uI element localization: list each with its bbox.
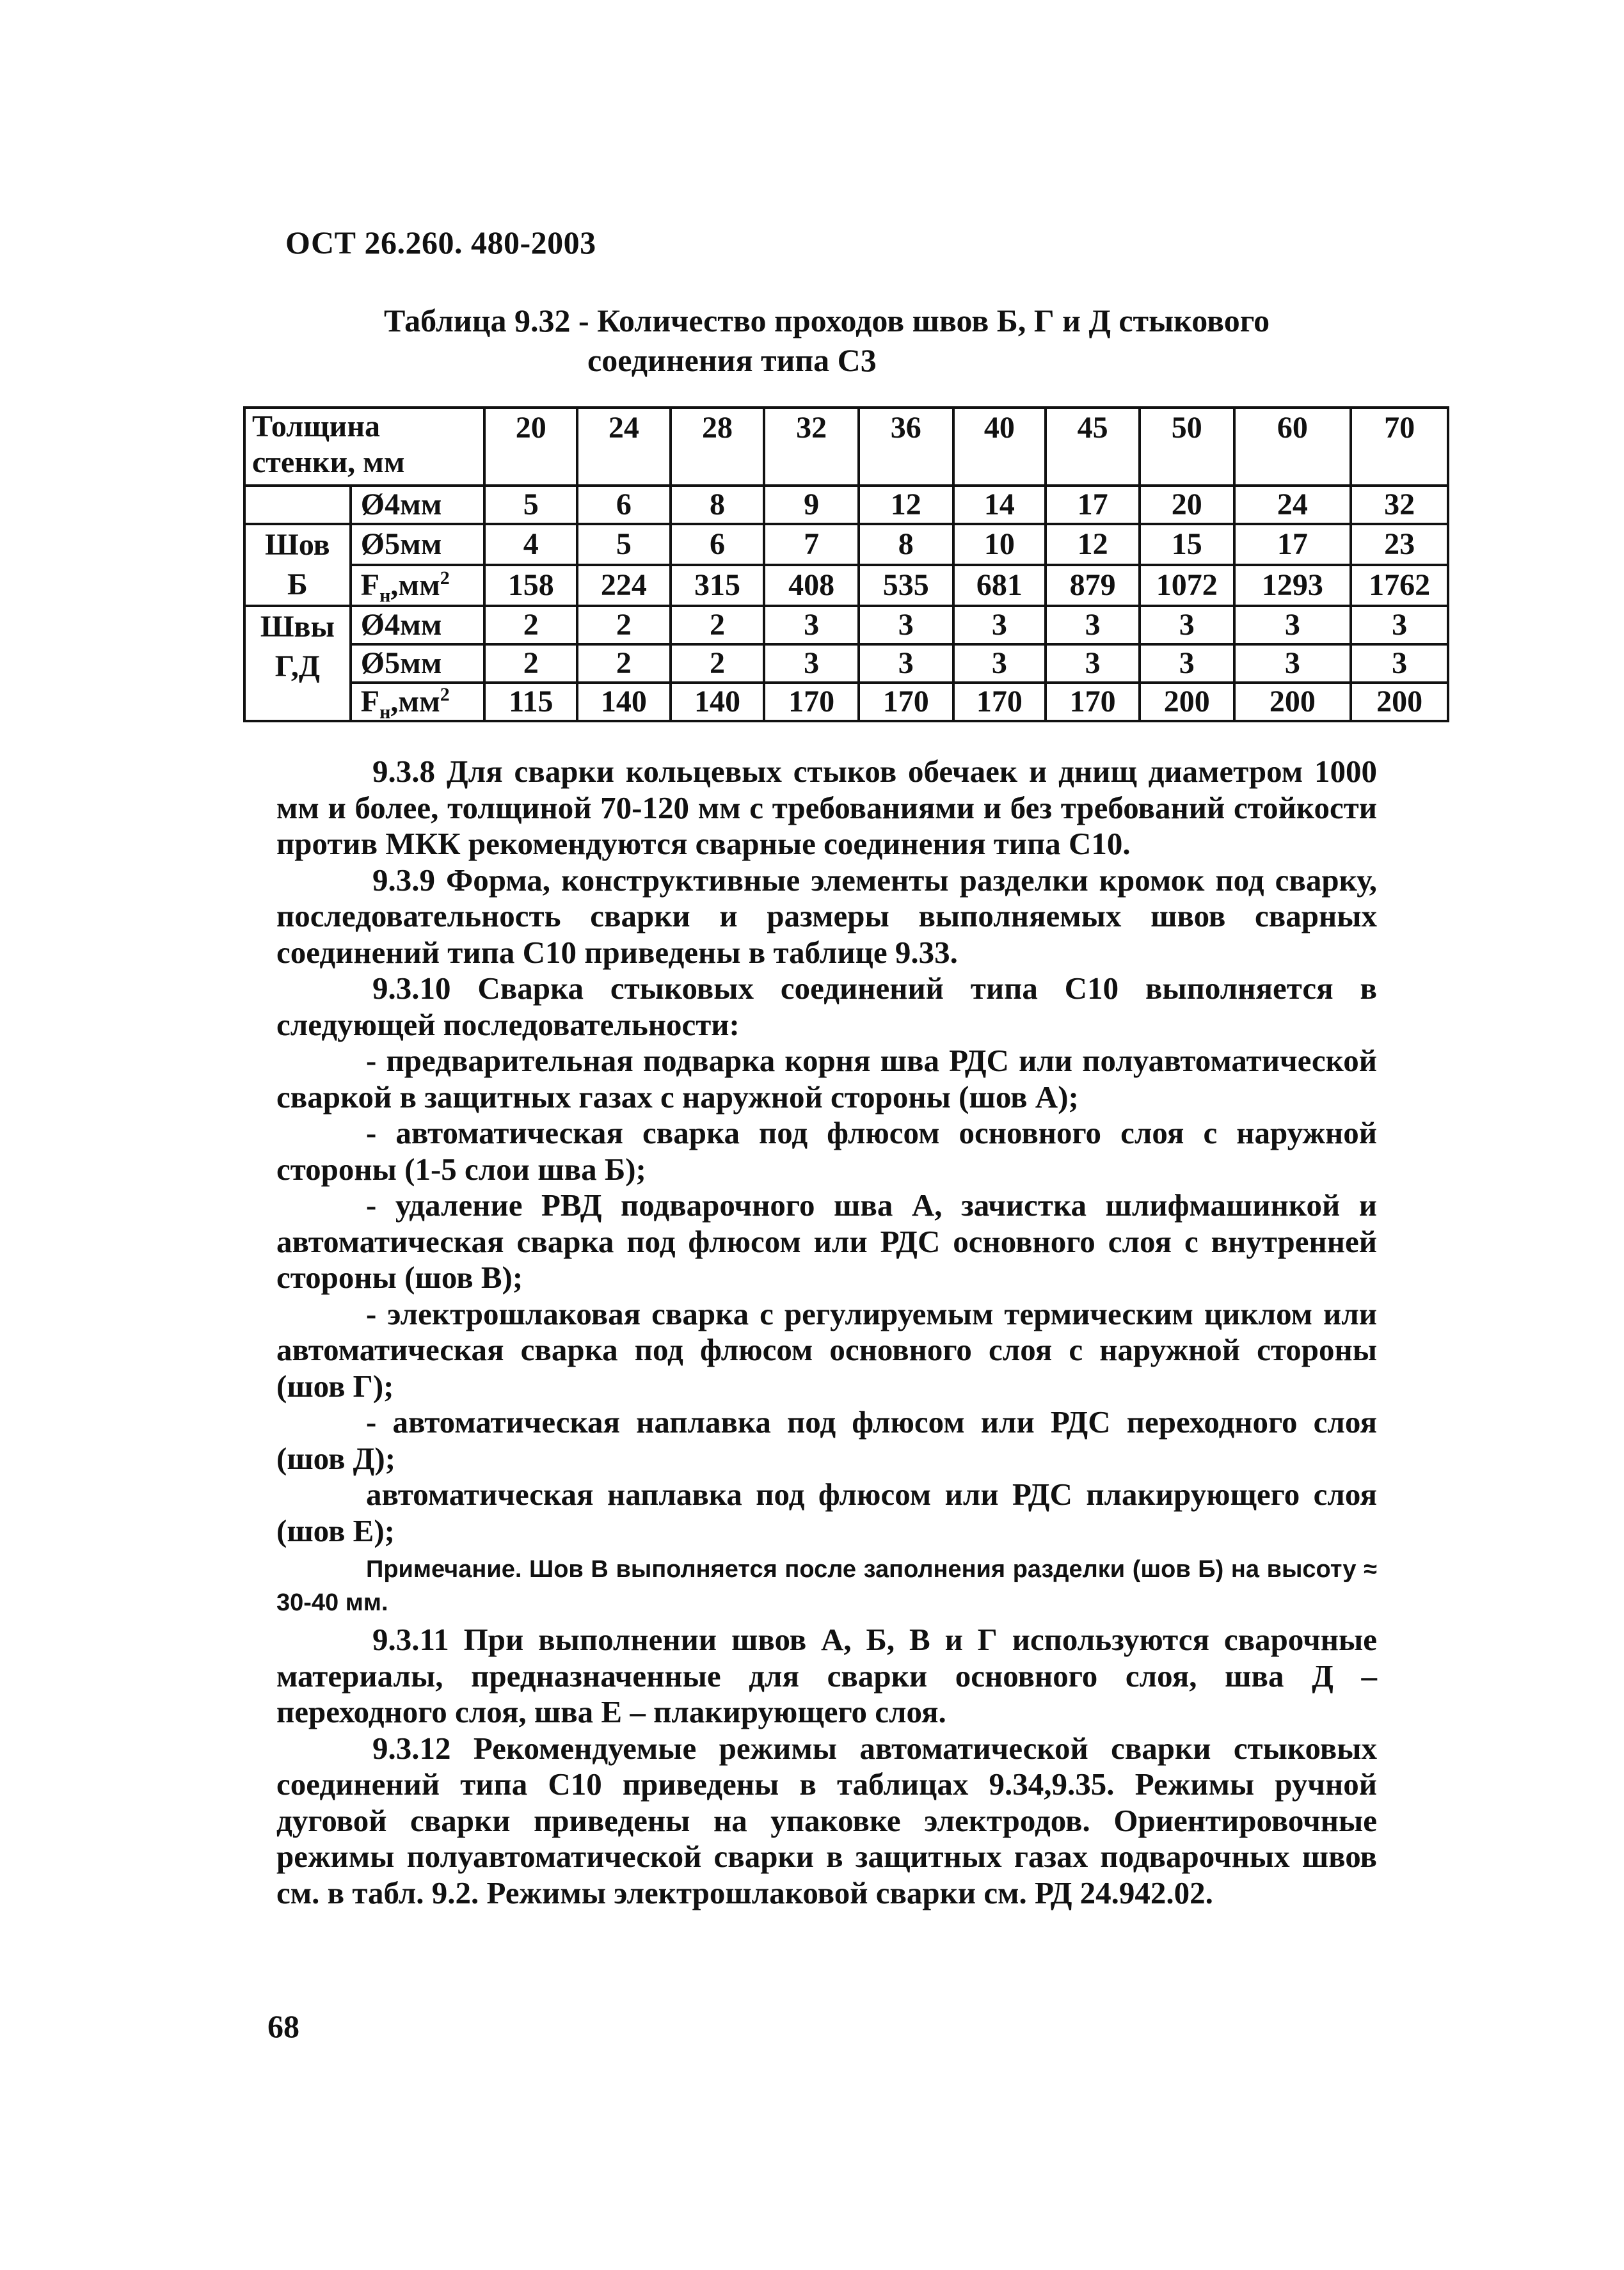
table-cell: 8 — [671, 486, 765, 524]
list-item: - удаление РВД подварочного шва А, зачистка шлифмашинкой и автоматическая сварка под флюсом или РДС основного слоя с внутренней стороны (шов В); — [276, 1187, 1377, 1295]
table-cell: 1072 — [1140, 565, 1234, 606]
table-cell: 879 — [1046, 565, 1140, 606]
paragraph-9-3-8: 9.3.8 Для сварки кольцевых стыков обечаек и днищ диаметром 1000 мм и более, толщиной 70-120 мм с требованиями и без требований стойкости против МКК рекомендуются сварные соединения типа С10. — [276, 754, 1377, 861]
col-header: 32 — [764, 408, 859, 486]
col-header: 40 — [953, 408, 1046, 486]
group-label-b — [244, 524, 351, 606]
row-label: Ø5мм — [351, 524, 485, 565]
table-cell: 5 — [577, 524, 671, 565]
table-caption — [384, 301, 1344, 380]
table-cell: 200 — [1234, 683, 1351, 721]
table-cell: 17 — [1046, 486, 1140, 524]
table-cell: 3 — [1046, 644, 1140, 683]
table-cell: 3 — [1140, 644, 1234, 683]
table-row — [244, 644, 1448, 683]
col-header: 70 — [1351, 408, 1448, 486]
thickness-header-line-2: стенки, мм — [252, 445, 405, 479]
table-caption-line-2: соединения типа С3 — [587, 342, 877, 378]
table-cell: 2 — [484, 606, 577, 644]
table-cell: 6 — [671, 524, 765, 565]
table-cell: 140 — [577, 683, 671, 721]
paragraph-9-3-10: 9.3.10 Сварка стыковых соединений типа С10 выполняется в следующей последовательности: — [276, 971, 1377, 1042]
table-cell: 3 — [953, 644, 1046, 683]
table-cell: 2 — [671, 644, 765, 683]
table-row — [244, 486, 1448, 524]
col-header: 45 — [1046, 408, 1140, 486]
table-cell: 4 — [484, 524, 577, 565]
table-row — [244, 606, 1448, 644]
col-header: 60 — [1234, 408, 1351, 486]
table-cell: 535 — [859, 565, 953, 606]
table-cell: 2 — [484, 644, 577, 683]
table-cell: 170 — [1046, 683, 1140, 721]
table-cell: 3 — [1046, 606, 1140, 644]
table-caption-line-1: Таблица 9.32 - Количество проходов швов Б, Г и Д стыкового — [384, 303, 1270, 338]
col-header: 50 — [1140, 408, 1234, 486]
row-label: Ø4мм — [351, 606, 485, 644]
table-cell: 14 — [953, 486, 1046, 524]
paragraph-9-3-9: 9.3.9 Форма, конструктивные элементы разделки кромок под сварку, последовательность сварки и размеры выполняемых швов сварных соединений типа С10 приведены в таблице 9.33. — [276, 862, 1377, 970]
table-cell: 10 — [953, 524, 1046, 565]
list-item: - автоматическая наплавка под флюсом или РДС переходного слоя (шов Д); — [276, 1404, 1377, 1476]
table-cell: 115 — [484, 683, 577, 721]
table-cell: 3 — [1234, 606, 1351, 644]
table-cell: 3 — [953, 606, 1046, 644]
table-cell: 681 — [953, 565, 1046, 606]
table-row — [244, 683, 1448, 721]
col-header: 20 — [484, 408, 577, 486]
table-cell: 23 — [1351, 524, 1448, 565]
row-label: Ø5мм — [351, 644, 485, 683]
table-cell: 170 — [859, 683, 953, 721]
table-cell: 3 — [859, 644, 953, 683]
body-text — [276, 754, 1377, 1911]
table-cell: 24 — [1234, 486, 1351, 524]
group-label-gd — [244, 606, 351, 721]
list-item: автоматическая наплавка под флюсом или РДС плакирующего слоя (шов Е); — [276, 1477, 1377, 1548]
paragraph-9-3-12: 9.3.12 Рекомендуемые режимы автоматической сварки стыковых соединений типа С10 приведены в таблицах 9.34,9.35. Режимы ручной дуговой сварки приведены на упаковке электродов. Ориентировочные режимы полуавтоматической сварки в защитных газах подварочных швов см. в табл. 9.2. Режимы электрошлаковой сварки см. РД 24.942.02. — [276, 1730, 1377, 1910]
table-cell: 200 — [1140, 683, 1234, 721]
table-cell: 3 — [1351, 606, 1448, 644]
table-cell: 2 — [577, 606, 671, 644]
table-cell: 1762 — [1351, 565, 1448, 606]
table-cell: 200 — [1351, 683, 1448, 721]
document-code: ОСТ 26.260. 480-2003 — [285, 225, 596, 260]
table-cell: 8 — [859, 524, 953, 565]
table-cell: 170 — [764, 683, 859, 721]
passes-table — [243, 406, 1449, 722]
group-label-empty — [244, 486, 351, 524]
table-cell: 15 — [1140, 524, 1234, 565]
note: Примечание. Шов В выполняется после заполнения разделки (шов Б) на высоту ≈ 30-40 мм. — [276, 1556, 1377, 1616]
row-label-area: $F_н,мм^2$ — [351, 565, 485, 606]
list-item: - автоматическая сварка под флюсом основного слоя с наружной стороны (1-5 слои шва Б); — [276, 1115, 1377, 1187]
list-item: - предварительная подварка корня шва РДС или полуавтоматической сваркой в защитных газах с наружной стороны (шов А); — [276, 1043, 1377, 1115]
table-cell: 170 — [953, 683, 1046, 721]
table-cell: 12 — [1046, 524, 1140, 565]
table-header-row — [244, 408, 1448, 486]
group-label-line-2: Б — [287, 568, 308, 601]
table-cell: 12 — [859, 486, 953, 524]
table-cell: 2 — [577, 644, 671, 683]
table-cell: 3 — [859, 606, 953, 644]
table-cell: 3 — [1351, 644, 1448, 683]
table-cell: 6 — [577, 486, 671, 524]
col-header: 24 — [577, 408, 671, 486]
col-header: 28 — [671, 408, 765, 486]
thickness-header — [244, 408, 484, 486]
table-cell: 158 — [484, 565, 577, 606]
table-cell: 20 — [1140, 486, 1234, 524]
table-cell: 3 — [764, 644, 859, 683]
thickness-header-line-1: Толщина — [252, 409, 380, 443]
table-cell: 315 — [671, 565, 765, 606]
group-label-line-1: Швы — [260, 610, 335, 644]
table-cell: 32 — [1351, 486, 1448, 524]
page-number: 68 — [267, 2008, 299, 2044]
row-label-area: $F_н,мм^2$ — [351, 683, 485, 721]
table-cell: 7 — [764, 524, 859, 565]
group-label-line-2: Г,Д — [275, 649, 320, 683]
table-row — [244, 565, 1448, 606]
table-cell: 2 — [671, 606, 765, 644]
table-cell: 3 — [1140, 606, 1234, 644]
table-cell: 3 — [764, 606, 859, 644]
table-cell: 224 — [577, 565, 671, 606]
paragraph-9-3-11: 9.3.11 При выполнении швов А, Б, В и Г используются сварочные материалы, предназначенные для сварки основного слоя, шва Д – переходного слоя, шва Е – плакирующего слоя. — [276, 1622, 1377, 1729]
table-row — [244, 524, 1448, 565]
table-cell: 9 — [764, 486, 859, 524]
table-cell: 5 — [484, 486, 577, 524]
row-label: Ø4мм — [351, 486, 485, 524]
list-item: - электрошлаковая сварка с регулируемым термическим циклом или автоматическая сварка под флюсом основного слоя с наружной стороны (шов Г); — [276, 1296, 1377, 1404]
table-cell: 3 — [1234, 644, 1351, 683]
table-cell: 1293 — [1234, 565, 1351, 606]
table-cell: 408 — [764, 565, 859, 606]
col-header: 36 — [859, 408, 953, 486]
table-cell: 17 — [1234, 524, 1351, 565]
table-cell: 140 — [671, 683, 765, 721]
group-label-line-1: Шов — [265, 528, 330, 562]
